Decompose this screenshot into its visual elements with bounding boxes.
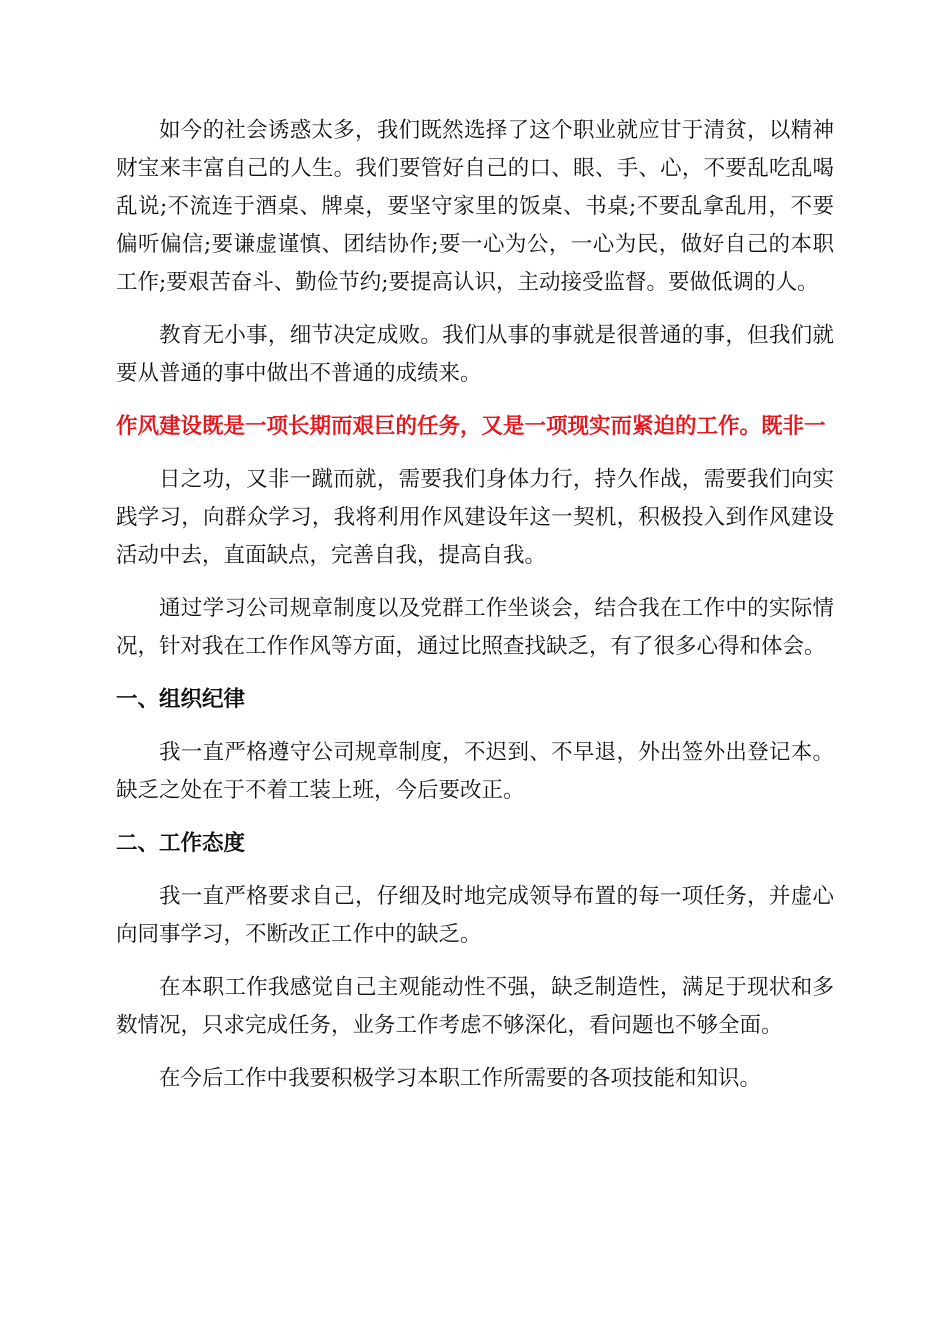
paragraph-attitude: 我一直严格要求自己，仔细及时地完成领导布置的每一项任务，并虚心向同事学习，不断改正工作中的缺乏。 — [116, 884, 834, 947]
paragraph-education-details: 教育无小事，细节决定成败。我们从事的事就是很普通的事，但我们就要从普通的事中做出不普通的成绩来。 — [116, 323, 834, 386]
document-page — [116, 112, 834, 1098]
red-highlight-heading: 作风建设既是一项长期而艰巨的任务，又是一项现实而紧迫的工作。既非一 — [116, 414, 826, 439]
section-heading-attitude: 二、工作态度 — [116, 831, 246, 856]
paragraph-study-summary: 通过学习公司规章制度以及党群工作坐谈会，结合我在工作中的实际情况，针对我在工作作风等方面，通过比照查找缺乏，有了很多心得和体会。 — [116, 596, 834, 659]
paragraph-work-style: 日之功，又非一蹴而就，需要我们身体力行，持久作战，需要我们向实践学习，向群众学习，我将利用作风建设年这一契机，积极投入到作风建设活动中去，直面缺点，完善自我，提高自我。 — [116, 467, 834, 568]
paragraph-future-plan: 在今后工作中我要积极学习本职工作所需要的各项技能和知识。 — [159, 1066, 762, 1091]
paragraph-discipline: 我一直严格遵守公司规章制度，不迟到、不早退，外出签外出登记本。缺乏之处在于不着工装上班，今后要改正。 — [116, 740, 834, 803]
paragraph-self-assessment: 在本职工作我感觉自己主观能动性不强，缺乏制造性，满足于现状和多数情况，只求完成任务，业务工作考虑不够深化，看问题也不够全面。 — [116, 975, 834, 1038]
paragraph-temptation: 如今的社会诱惑太多，我们既然选择了这个职业就应甘于清贫，以精神财宝来丰富自己的人生。我们要管好自己的口、眼、手、心，不要乱吃乱喝乱说;不流连于酒桌、牌桌，要坚守家里的饭桌、书桌;不要乱拿乱用，不要偏听偏信;要谦虚谨慎、团结协作;要一心为公，一心为民，做好自己的本职工作;要艰苦奋斗、勤俭节约;要提高认识，主动接受监督。要做低调的人。 — [116, 118, 834, 295]
section-heading-discipline: 一、组织纪律 — [116, 687, 246, 712]
